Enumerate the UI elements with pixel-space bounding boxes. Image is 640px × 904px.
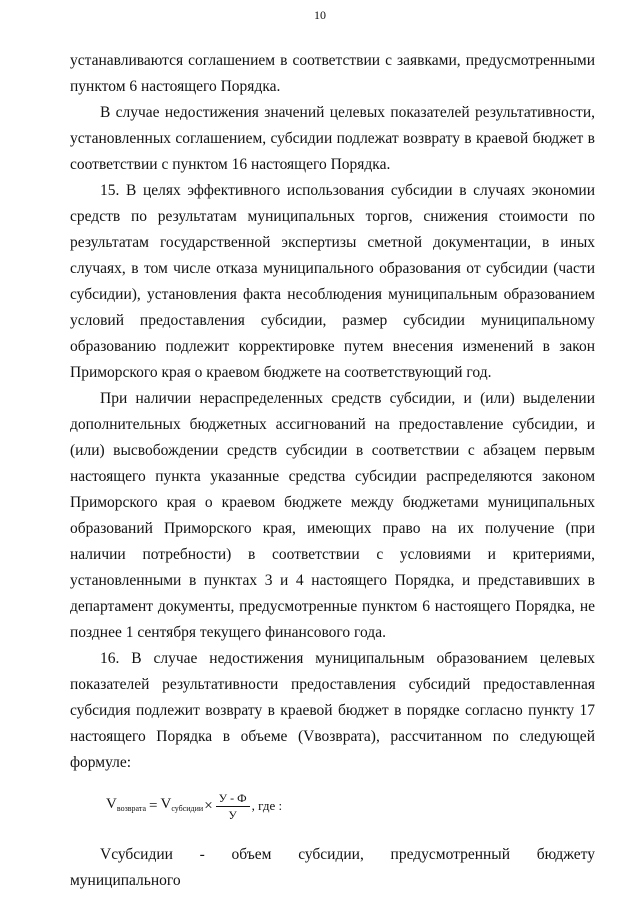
paragraph-continuation: устанавливаются соглашением в соответствии с заявками, предусмотренными пунктом 6 настоящего Порядка. [70, 52, 595, 95]
formula-lhs-symbol: V [106, 795, 117, 812]
formula-numerator: У - Ф [216, 791, 250, 807]
page-number: 10 [314, 8, 326, 22]
formula-rhs-symbol: V [160, 795, 172, 812]
formula-lhs-subscript: возврата [116, 803, 146, 813]
formula-suffix: , где : [251, 798, 283, 813]
document-body [70, 48, 595, 894]
refund-formula [106, 782, 595, 830]
formula-lhs [106, 791, 146, 822]
formula-rhs [160, 791, 203, 822]
paragraph-item-16: 16. В случае недостижения муниципальным образованием целевых показателей результативности предоставления субсидий предоставленная субсидия подлежит возврату в краевой бюджет в порядке согласно пункту 17 настоящего Порядка в объеме (Vвозврата), рассчитанном по следующей формуле: [70, 650, 595, 771]
formula-rhs-subscript: субсидии [171, 803, 204, 813]
paragraph-definition-vsubsidy: Vсубсидии - объем субсидии, предусмотренный бюджету муниципального [70, 846, 595, 889]
formula-equals: = [149, 798, 158, 814]
formula-denominator: У [228, 807, 237, 822]
formula-fraction [216, 791, 250, 822]
paragraph-item-15: 15. В целях эффективного использования субсидии в случаях экономии средств по результатам муниципальных торгов, снижения стоимости по результатам государственной экспертизы сметной документации, в иных случаях, в том числе отказа муниципального образования от субсидии (части субсидии), установления факта несоблюдения муниципальным образованием условий предоставления субсидии, размер субсидии муниципальному образованию подлежит корректировке путем внесения изменений в закон Приморского края о краевом бюджете на соответствующий год. [70, 182, 595, 381]
formula-times: × [204, 798, 213, 814]
paragraph-unallocated-funds: При наличии нераспределенных средств субсидии, и (или) выделении дополнительных бюджетных ассигнований на предоставление субсидии, и (или) высвобождении средств субсидии в соответствии с абзацем первым настоящего пункта указанные средства субсидии распределяются законом Приморского края о краевом бюджете между бюджетами муниципальных образований Приморского края, имеющих право на их получение (при наличии потребности) в соответствии с условиями и критериями, установленными в пунктах 3 и 4 настоящего Порядка, и представивших в департамент документы, предусмотренные пунктом 6 настоящего Порядка, не позднее 1 сентября текущего финансового года. [70, 390, 595, 641]
paragraph-refund: В случае недостижения значений целевых показателей результативности, установленных соглашением, субсидии подлежат возврату в краевой бюджет в соответствии с пунктом 16 настоящего Порядка. [70, 104, 595, 173]
